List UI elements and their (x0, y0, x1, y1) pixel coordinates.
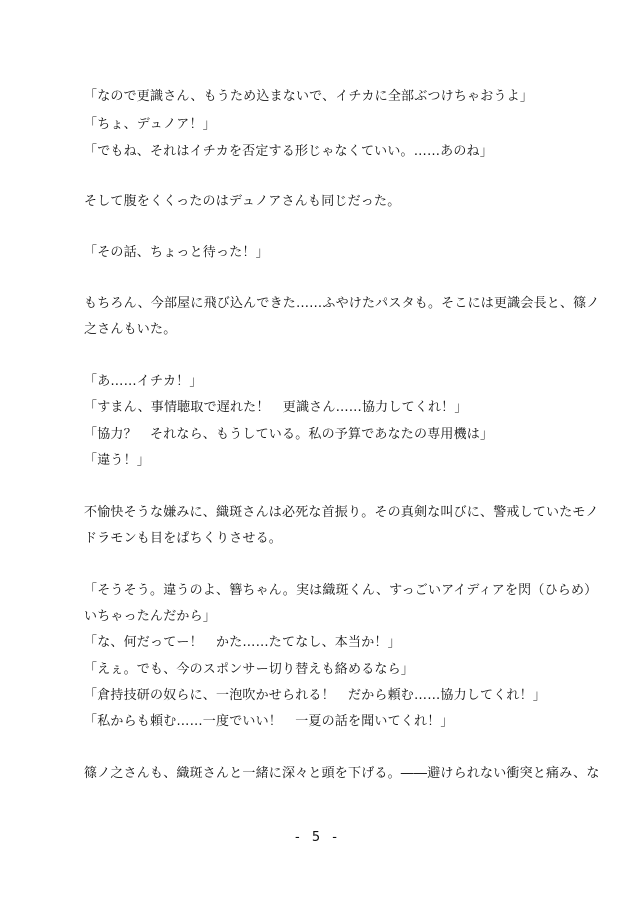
page-number: - 5 - (295, 830, 341, 845)
text-line: 「倉持技研の奴らに、一泡吹かせられる！ だから頼む……協力してくれ！」 (84, 688, 547, 703)
text-line: 「私からも頼む……一度でいい！ 一夏の話を聞いてくれ！」 (84, 714, 454, 729)
text-line: 「その話、ちょっと待った！」 (84, 245, 269, 260)
text-line: いちゃったんだから」 (84, 609, 217, 624)
text-line: 不愉快そうな嫌みに、織斑さんは必死な首振り。その真剣な叫びに、警戒していたモノ (84, 505, 599, 520)
text-line: 「あ……イチカ！」 (84, 374, 203, 389)
text-line: 「ちょ、デュノア！」 (84, 117, 216, 132)
text-line: 「違う！」 (84, 453, 151, 468)
text-line: ドラモンも目をぱちくりさせる。 (84, 531, 283, 546)
text-line: 「協力？ それなら、もうしている。私の予算であなたの専用機は」 (84, 427, 494, 442)
text-line: 「なので更識さん、もうため込まないで、イチカに全部ぶつけちゃおうよ」 (84, 89, 534, 104)
text-line: 「そうそう。違うのよ、簪ちゃん。実は織斑くん、すっごいアイディアを閃（ひらめ） (84, 583, 598, 598)
text-line: 「すまん、事情聴取で遅れた！ 更識さん……協力してくれ！」 (84, 400, 468, 415)
text-line: 「でもね、それはイチカを否定する形じゃなくていい。……あのね」 (84, 144, 493, 159)
text-line: 「な、何だってー！ かた……たてなし、本当か！」 (84, 635, 401, 650)
text-line: もちろん、今部屋に飛び込んできた……ふやけたパスタも。そこには更識会長と、篠ノ (84, 296, 600, 311)
text-line: 「えぇ。でも、今のスポンサー切り替えも絡めるなら」 (84, 662, 415, 677)
text-line: 篠ノ之さんも、織斑さんと一緒に深々と頭を下げる。――避けられない衝突と痛み、な (84, 766, 600, 781)
text-line: 之さんもいた。 (84, 322, 177, 337)
text-line: そして腹をくくったのはデュノアさんも同じだった。 (84, 194, 401, 209)
